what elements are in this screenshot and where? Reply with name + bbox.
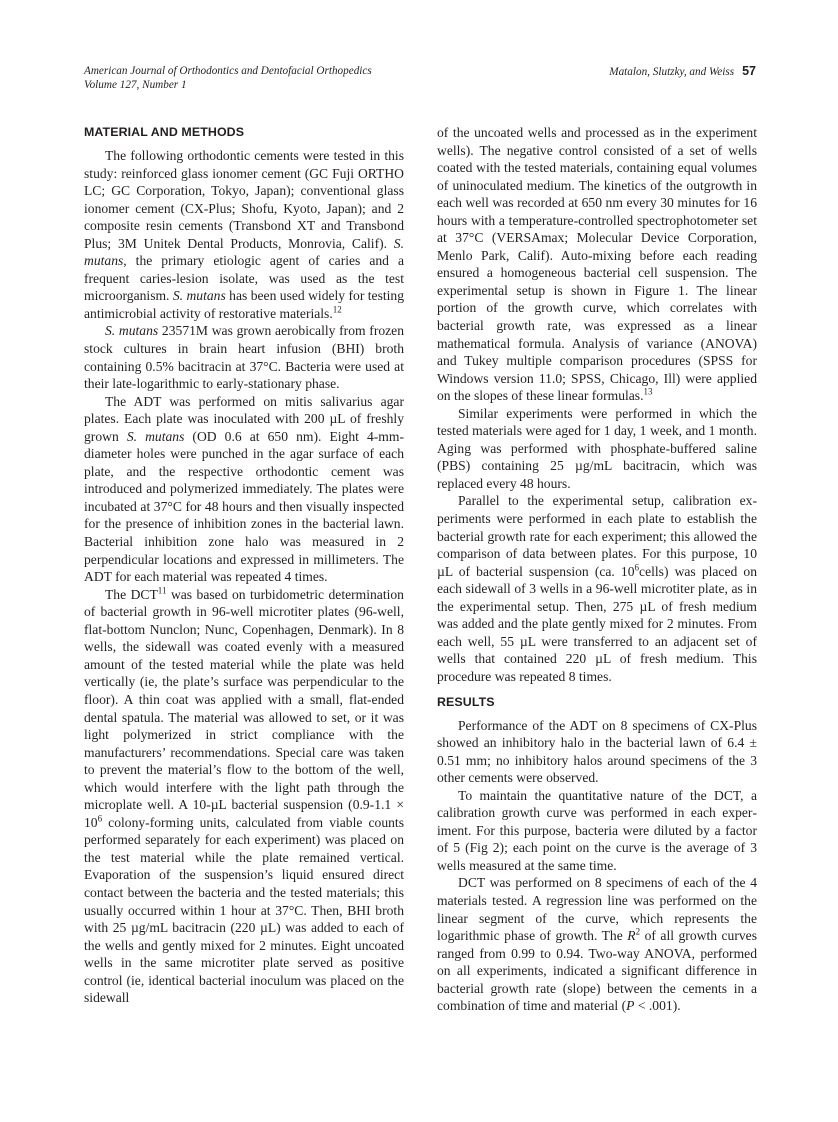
paragraph-adt: The ADT was performed on mitis salivarius agar plates. Each plate was inoculated with 200 µL of freshly grown S. mutans (OD 0.6 at 650 nm). Eight 4-mm-diameter holes were punched in the agar surface of each plate, and the respective orthodontic cement was introduced and polymerized immediately. The plates were incubated at 37°C for 48 hours and then visually inspected for the presence of inhibition zones in the bacterial lawn. Bacterial inhibition zone halo was measured in 2 perpendicular locations and expressed in millimeters. The ADT for each material was repeated 4 times.	[84, 393, 404, 585]
paragraph-adt-results: Performance of the ADT on 8 specimens of CX-Plus showed an inhibitory halo in the bacterial lawn of 6.4 ± 0.51 mm; no inhibitory halos around specimens of the 3 other cements were observed.	[437, 717, 757, 786]
authors: Matalon, Slutzky, and Weiss	[609, 66, 735, 78]
species-name: S. mutans	[126, 428, 185, 444]
reference-citation: 11	[157, 585, 167, 596]
paragraph-dct-continued: of the uncoated wells and processed as in the experiment wells). The negative control consisted of a set of wells coated with the tested materials, containing equal volumes of uninoculated medium. The kinetics of the outgrowth in each well was recorded at 650 nm every 30 minutes for 16 hours with a temperature-controlled spectrophotometer set at 37°C (VERSAmax; Molecular Device Corporation, Menlo Park, Calif). Auto-mixing before each reading ensured a homogeneous bacterial cell suspension. The experimental setup is shown in Figure 1. The linear portion of the growth curve, which correlates with bacterial growth rate, was expressed as a linear mathematical formula. Analysis of variance (ANOVA) and Tukey multiple comparison procedures (SPSS for Windows version 11.0; SPSS, Chicago, Ill) were applied on the slopes of these linear formulas.$^{13}$	[437, 125, 757, 404]
reference-citation: 12	[332, 304, 342, 315]
species-name: S. mutans	[172, 288, 226, 304]
section-heading-methods: MATERIAL AND METHODS	[84, 125, 245, 139]
exponent: 6	[97, 813, 103, 824]
exponent: 6	[634, 562, 640, 573]
species-name: S. mutans	[84, 235, 404, 269]
species-name: S. mutans	[105, 323, 159, 339]
paragraph-dct-results: DCT was performed on 8 specimens of each of the 4 materials tested. A regression line was performed on the linear segment of the curve, which represents the logarithmic phase of growth. The $R^2$ of all growth curves ranged from 0.99 to 0.94. Two-way ANOVA, performed on all experiments, indicated a significant difference in bacterial growth rate (slope) between the cements in a combination of time and material (P < .001).	[437, 875, 757, 1014]
running-head-right	[609, 64, 756, 79]
paragraph-cements: The following orthodontic cements were tested in this study: reinforced glass ionomer cement (GC Fuji ORTHO LC; GC Corporation, Tokyo, Japan); conventional glass ionomer cement (CX-Plus; Shofu, Kyoto, Japan); and 2 composite resin cements (Transbond XT and Transbond Plus; 3M Unitek Dental Products, Monrovia, Calif). S. mutans, the primary etiologic agent of caries and a frequent caries-lesion isolate, was used as the test microorganism. S. mutans has been used widely for testing antimicrobial activity of restorative materials.$^{12}$	[84, 148, 405, 321]
journal-volume: Volume 127, Number 1	[84, 79, 187, 91]
paragraph-culture: S. mutans 23571M was grown aerobically from frozen stock cultures in brain heart infusion (BHI) broth containing 0.5% bacitracin at 37°C. Bacteria were used at their late-logarithmic to early-stationary phase.	[84, 323, 405, 392]
paragraph-calibration: Parallel to the experimental setup, calibration experiments were performed in each plate to establish the bacterial growth rate for each experiment; this allowed the comparison of data between plates. For this purpose, 10 µL of bacterial suspension (ca. $10^6cells$) was placed on each sidewall of 3 wells in a 96-well microtiter plate, as in the experimental setup. Then, 275 µL of fresh medium was added and the plate gently mixed for 2 minutes. From each well, 55 µL were transferred to an adjacent set of wells that contained 220 µL of fresh medium. This procedure was repeated 8 times.	[437, 493, 757, 684]
left-column	[84, 124, 404, 1007]
paragraph-calibration-results: To maintain the quantitative nature of the DCT, a calibration growth curve was performed in each experiment. For this purpose, bacteria were diluted by a factor of 5 (Fig 2); each point on the curve is the average of 3 wells measured at the same time.	[437, 787, 757, 873]
right-column	[437, 124, 757, 1015]
page-number: 57	[742, 64, 756, 78]
reference-citation: 13	[643, 386, 653, 397]
journal-title: American Journal of Orthodontics and Dentofacial Orthopedics	[84, 65, 372, 77]
exponent: 2	[635, 926, 641, 937]
running-head-left	[84, 64, 372, 92]
section-heading-results: RESULTS	[437, 694, 495, 709]
paragraph-dct: The DCT$^{11}$ was based on turbidometric determination of bacterial growth in 96-well microtiter plates (96-well, flat-bottom Nunclon; Nunc, Copenhagen, Denmark). In 8 wells, the sidewall was coated evenly with a measured amount of the tested material while the plate was held vertically (ie, the plate’s surface was perpendicular to the floor). A thin coat was applied with a small, flat-ended dental spatula. The material was allowed to set, or it was light polymerized in strict compliance with the manufacturers’ recommendations. Special care was taken to prevent the material’s flow to the bottom of the well, which would interfere with the light path through the microplate well. A 10-µL bacterial suspension ($0.9-1.1 \times 10^6$ colony-forming units, calculated from viable counts performed separately for each experiment) was placed on the test material while the plate remained vertical. Evaporation of the suspension’s liquid ensured direct contact between the bacteria and the tested materials; this usually occurred within 1 hour at 37°C. Then, BHI broth with 25 µg/mL bacitracin (220 µL) was added to each of the wells and gently mixed for 2 minutes. Eight uncoated wells in the same microtiter plate served as positive control (ie, identical bacterial inoculum was placed on the sidewall	[84, 585, 404, 1006]
paragraph-aging: Similar experiments were performed in which the tested materials were aged for 1 day, 1 week, and 1 month. Aging was performed with phosphate-buffered saline (PBS) containing 25 µg/mL bacitracin, which was replaced every 48 hours.	[437, 405, 757, 491]
